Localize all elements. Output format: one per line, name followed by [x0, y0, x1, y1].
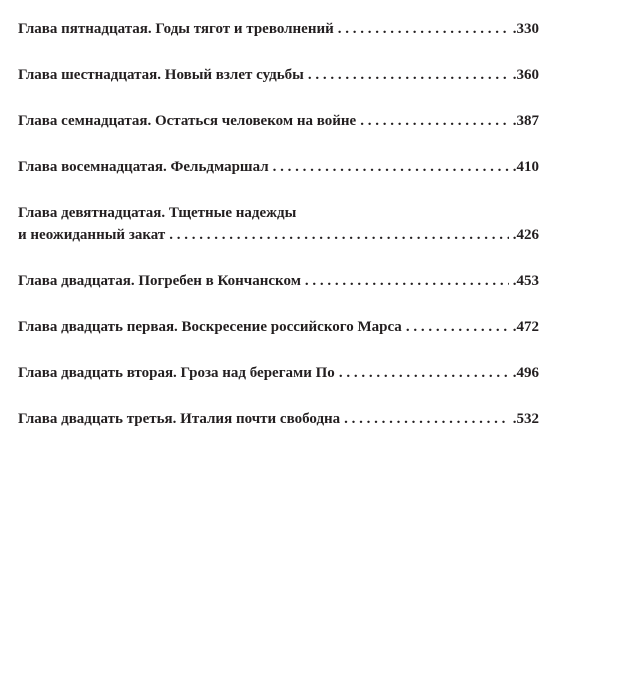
toc-entry: [18, 316, 539, 338]
toc-entry: [18, 18, 539, 40]
toc-entry: [18, 110, 539, 132]
toc-leader-dots: [360, 110, 509, 132]
toc-entry-page: .426: [512, 227, 539, 243]
toc-leader-dots: [308, 64, 509, 86]
toc-entry-title: Глава шестнадцатая. Новый взлет судьбы: [18, 67, 304, 83]
toc-entry-page: .532: [512, 411, 539, 427]
toc-leader-dots: [169, 224, 509, 246]
toc-entry-title: Глава семнадцатая. Остаться человеком на войне: [18, 113, 357, 129]
toc-entry-title: Глава восемнадцатая. Фельдмаршал: [18, 159, 269, 175]
toc-leader-dots: [338, 18, 509, 40]
toc-entry-page: .360: [512, 67, 539, 83]
toc-entry-page: .472: [512, 319, 539, 335]
toc-entry: [18, 362, 539, 384]
toc-entry-page: .453: [512, 273, 539, 289]
toc-leader-dots: [406, 316, 509, 338]
toc-entry: [18, 202, 539, 246]
toc-entry-title: Глава двадцатая. Погребен в Кончанском: [18, 273, 301, 289]
toc-entry-title: Глава девятнадцатая. Тщетные надежды: [18, 205, 297, 221]
table-of-contents: [18, 18, 539, 454]
toc-entry-line: [18, 202, 539, 224]
toc-entry-title: Глава двадцать первая. Воскресение российского Марса: [18, 319, 402, 335]
toc-entry-page: .330: [512, 21, 539, 37]
toc-entry-title-continued: и неожиданный закат: [18, 227, 166, 243]
toc-entry-page: .387: [512, 113, 539, 129]
toc-entry-title: Глава пятнадцатая. Годы тягот и треволнений: [18, 21, 334, 37]
toc-entry-page: .410: [512, 159, 539, 175]
toc-entry: [18, 408, 539, 430]
toc-leader-dots: [273, 156, 509, 178]
toc-entry-title: Глава двадцать вторая. Гроза над берегами По: [18, 365, 335, 381]
toc-entry: [18, 270, 539, 292]
toc-entry: [18, 156, 539, 178]
toc-entry-title: Глава двадцать третья. Италия почти свободна: [18, 411, 341, 427]
toc-entry: [18, 64, 539, 86]
toc-entry-page: .496: [512, 365, 539, 381]
toc-leader-dots: [339, 362, 509, 384]
toc-entry-line: [18, 224, 539, 246]
toc-leader-dots: [305, 270, 509, 292]
toc-leader-dots: [344, 408, 509, 430]
